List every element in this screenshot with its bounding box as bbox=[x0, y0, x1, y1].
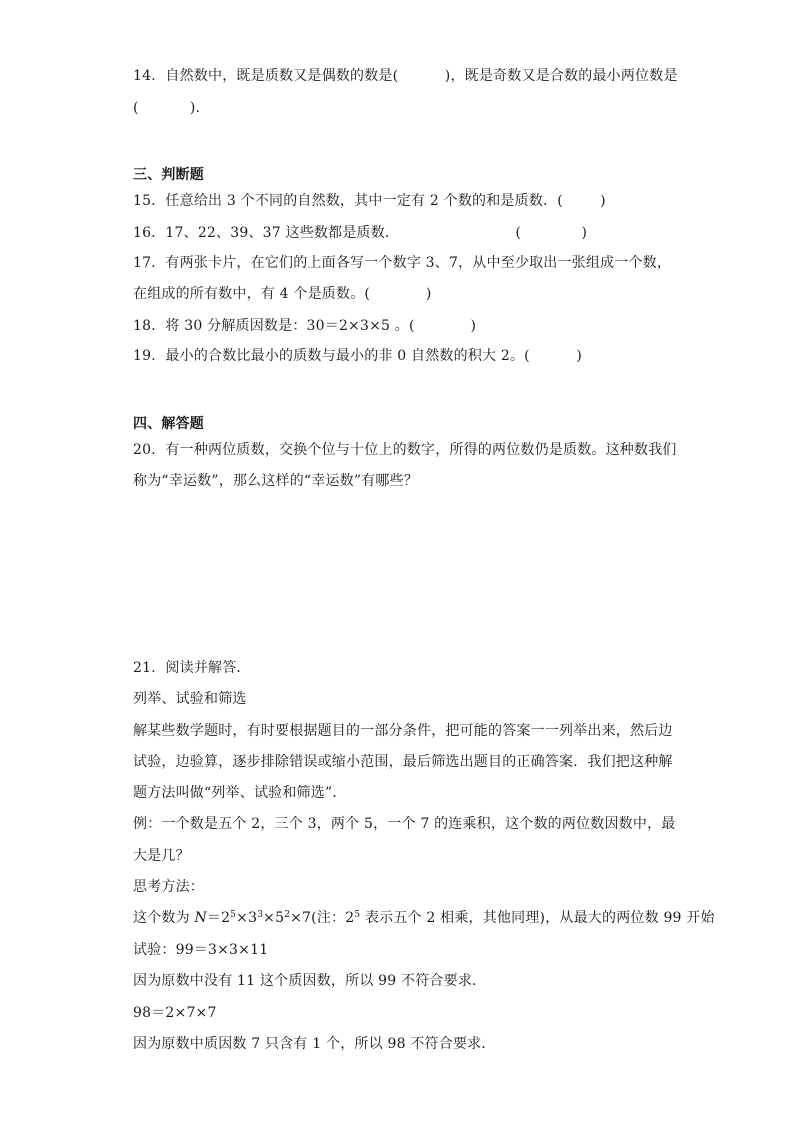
section-3-title: 三、判断题 bbox=[133, 167, 204, 183]
q21-line-10: 试验：99＝3×3×11 bbox=[133, 942, 269, 958]
q21-line-9-c: ×3 bbox=[236, 910, 258, 926]
q21-line-7: 大是几？ bbox=[133, 848, 190, 864]
q21-line-13: 因为原数中质因数 7 只含有 1 个，所以 98 不符合要求． bbox=[133, 1036, 496, 1052]
q21-line-8: 思考方法： bbox=[133, 879, 204, 895]
q17-line-2: 在组成的所有数中，有 4 个是质数。( ) bbox=[133, 286, 432, 302]
q21-line-9-d: ×5 bbox=[263, 910, 285, 926]
question-18: 18．将 30 分解质因数是：30＝2×3×5 。( ) bbox=[133, 318, 477, 334]
question-15: 15．任意给出 3 个不同的自然数，其中一定有 2 个数的和是质数．( ) bbox=[133, 193, 606, 209]
q17-line-1: 17．有两张卡片，在它们的上面各写一个数字 3、7，从中至少取出一张组成一个数， bbox=[133, 255, 672, 271]
q21-line-5: 题方法叫做“列举、试验和筛选”． bbox=[133, 785, 347, 801]
q21-line-12: 98＝2×7×7 bbox=[133, 1005, 217, 1021]
q21-line-9-g: 表示五个 2 相乘，其他同理)，从最大的两位数 99 开始 bbox=[360, 910, 715, 926]
section-4-title: 四、解答题 bbox=[133, 416, 204, 432]
q14-line-1: 14．自然数中，既是质数又是偶数的数是( )，既是奇数又是合数的最小两位数是 bbox=[133, 68, 678, 84]
exponent-5-note: 5 bbox=[354, 910, 361, 920]
q14-line-2: ( ). bbox=[133, 100, 201, 116]
question-16: 16．17、22、39、37 这些数都是质数． ( ) bbox=[133, 225, 588, 241]
q21-line-9 bbox=[133, 908, 715, 928]
q21-line-9-a: 这个数为 bbox=[133, 910, 195, 926]
q21-line-3: 解某些数学题时，有时要根据题目的一部分条件，把可能的答案一一列举出来，然后边 bbox=[133, 723, 673, 739]
q21-line-2: 列举、试验和筛选 bbox=[133, 691, 247, 707]
q21-line-4: 试验，边验算，逐步排除错误或缩小范围，最后筛选出题目的正确答案．我们把这种解 bbox=[133, 754, 673, 770]
exponent-3: 3 bbox=[257, 910, 264, 920]
exponent-2: 2 bbox=[284, 910, 291, 920]
q21-line-9-b: ＝2 bbox=[206, 910, 231, 926]
exponent-5: 5 bbox=[230, 910, 237, 920]
question-19: 19．最小的合数比最小的质数与最小的非 0 自然数的积大 2。( ) bbox=[133, 348, 583, 364]
q21-line-6: 例：一个数是五个 2，三个 3，两个 5，一个 7 的连乘积，这个数的两位数因数中，最 bbox=[133, 816, 676, 832]
variable-n: N bbox=[194, 910, 207, 926]
q21-line-11: 因为原数中没有 11 这个质因数，所以 99 不符合要求． bbox=[133, 973, 487, 989]
q20-line-2: 称为“幸运数”，那么这样的“幸运数”有哪些？ bbox=[133, 473, 419, 489]
q21-line-9-f: ×7(注：2 bbox=[290, 910, 355, 926]
q20-line-1: 20．有一种两位质数，交换个位与十位上的数字，所得的两位数仍是质数。这种数我们 bbox=[133, 442, 677, 458]
q21-line-1: 21．阅读并解答． bbox=[133, 660, 251, 676]
